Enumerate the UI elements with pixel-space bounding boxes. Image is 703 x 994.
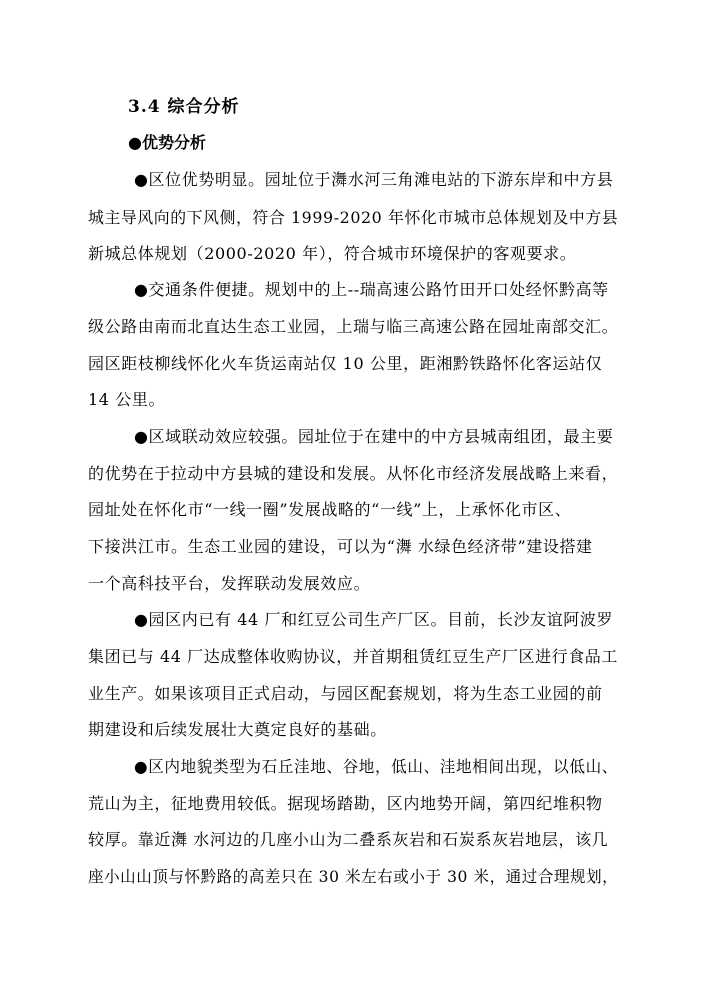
paragraph-1-line-3: 新城总体规划（2000-2020 年），符合城市环境保护的客观要求。 — [88, 244, 577, 263]
paragraph-3-line-5: 一个高科技平台，发挥联动发展效应。 — [88, 574, 371, 593]
paragraph-4-line-4: 期建设和后续发展壮大奠定良好的基础。 — [88, 720, 387, 739]
paragraph-5-line-2: 荒山为主，征地费用较低。据现场踏勘，区内地势开阔，第四纪堆积物 — [88, 794, 603, 813]
subsection-heading: ●优势分析 — [128, 133, 206, 152]
paragraph-4-line-2: 集团已与 44 厂达成整体收购协议，并首期租赁红豆生产厂区进行食品工 — [88, 647, 618, 666]
paragraph-2-line-2: 级公路由南而北直达生态工业园，上瑞与临三高速公路在园址南部交汇。 — [88, 317, 619, 336]
section-heading: 3.4 综合分析 — [128, 97, 240, 117]
paragraph-3-line-4: 下接洪江市。生态工业园的建设，可以为“㵲 水绿色经济带”建设搭建 — [88, 537, 593, 556]
paragraph-3-line-3: 园址处在怀化市“一线一圈”发展战略的“一线”上，上承怀化市区、 — [88, 500, 572, 519]
paragraph-3-line-2: 的优势在于拉动中方县城的建设和发展。从怀化市经济发展战略上来看， — [88, 464, 619, 483]
paragraph-4-line-3: 业生产。如果该项目正式启动，与园区配套规划，将为生态工业园的前 — [88, 684, 603, 703]
paragraph-3-line-1: ●区域联动效应较强。园址位于在建中的中方县城南组团，最主要 — [134, 427, 614, 446]
paragraph-2-line-3: 园区距枝柳线怀化火车货运南站仅 10 公里，距湘黔铁路怀化客运站仅 — [88, 354, 603, 373]
paragraph-1-line-2: 城主导风向的下风侧，符合 1999-2020 年怀化市城市总体规划及中方县 — [88, 208, 619, 227]
paragraph-2-line-1: ●交通条件便捷。规划中的上--瑞高速公路竹田开口处经怀黔高等 — [134, 280, 609, 299]
paragraph-1-line-1: ●区位优势明显。园址位于㵲水河三角滩电站的下游东岸和中方县 — [134, 170, 614, 189]
paragraph-5-line-1: ●区内地貌类型为石丘洼地、谷地，低山、洼地相间出现，以低山、 — [134, 757, 618, 776]
paragraph-4-line-1: ●园区内已有 44 厂和红豆公司生产厂区。目前，长沙友谊阿波罗 — [134, 610, 614, 629]
paragraph-5-line-4: 座小山山顶与怀黔路的高差只在 30 米左右或小于 30 米，通过合理规划， — [88, 867, 619, 886]
paragraph-5-line-3: 较厚。靠近㵲 水河边的几座小山为二叠系灰岩和石炭系灰岩地层，该几 — [88, 830, 609, 849]
paragraph-2-line-4: 14 公里。 — [88, 390, 166, 409]
